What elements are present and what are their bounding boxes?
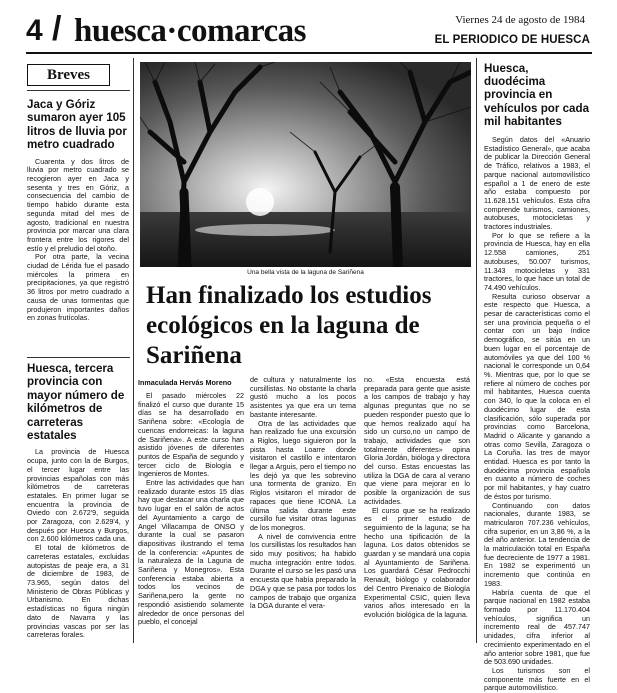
paragraph: El total de kilómetros de carreteras estatales, excluidas autopistas de peaje era, a 31 de diciembre de 1983, de 73.965, según datos del Ministerio de Obras Públicas y Urbanismo. En dichas estadísticas no figura ningún dato de Navarra y las provincias vascas por ser las carreteras forales. <box>27 543 129 640</box>
section-title: huesca·comarcas <box>74 13 307 49</box>
paragraph: Por lo que se refiere a la provincia de Huesca, hay en ella 12.558 camiones, 251 autobuses, 50.007 turismos, 11.343 motocicletas y 331 tractores, lo que hace un total de 74.490 vehículos. <box>484 230 590 292</box>
paragraph: Habría cuenta de que el parque nacional en 1982 estaba formado por 11.170.404 vehículos, significa un incremento real de 457.747 unidades, cifra inferior al crecimiento experimentado en el año anterior sobre 1981, que fue de 503.690 unidades. <box>484 587 590 667</box>
paragraph: El pasado miércoles 22 finalizó el curso que durante 15 días se ha desarrollado en Sariñena sobre: «Ecología de cuencas endorreicas: la laguna de Sariñena». A este curso han asistido jóvenes de diferentes puntos de España de segundo y tercer ciclo de Biología e Ingenieros de Montes. <box>138 391 244 479</box>
breves-headline-1: Jaca y Góriz sumaron ayer 105 litros de lluvia por metro cuadrado <box>27 98 127 152</box>
paragraph: La provincia de Huesca ocupa, junto con la de Burgos, el tercer lugar entre las provincias españolas con más kilómetros de carreteras estatales. En primer lugar se encuentra la provincia de Oviedo con 2.672'9, seguida por Zaragoza, con 2.629'4, y después por Huesca y Burgos, con 2.600 kilómetros cada una. <box>27 447 129 544</box>
main-column-2 <box>250 376 356 611</box>
lagoon-photo <box>140 62 471 267</box>
issue-date: Viernes 24 de agosto de 1984 <box>455 14 585 26</box>
breves-headline-2: Huesca, tercera provincia con mayor número de kilómetros de carreteras estatales <box>27 362 125 443</box>
breves-article-1 <box>27 98 129 323</box>
newspaper-name: EL PERIODICO DE HUESCA <box>434 34 590 46</box>
paragraph: de cultura y naturalmente los cursillistas. No obstante la charla gustó mucho a los pocos asistentes ya que era un tema bastante interesante. <box>250 375 356 419</box>
masthead-rule <box>26 52 592 54</box>
paragraph: Resulta curioso observar a este respecto que Huesca, a pesar de características como el ser una provincia pequeña o el contar con un bajo índice demográfico, se sitúa en un buen lugar en el porcentaje de automóviles ya que del 100 % nacional le corresponde un 0,64 %. Mientras que, por lo que se refiere al número de coches por mil habitantes, Huesca cuenta con 340, lo que la coloca en el duodécimo lugar de esta clasificación, sólo superada por provincias como Barcelona, Madrid o Alicante y ganando a otras como Sevilla, Zaragoza o La Coruña. las tres de mayor entidad. Huesca es por tanto la duodécima provincia española en cuanto a número de coches por mil habitantes, y hay cuatro de éstos por turismo. <box>484 291 590 501</box>
paragraph: no. «Esta encuesta está preparada para gente que asiste a los campos de trabajo y hay algunas preguntas que no se pueden responder puesto que lo que hemos realizado aquí ha sido un curso,no un campo de trabajo, actividades que son totalmente diferentes» opina Gloria Jordán, bióloga y directora del curso. Estas encuestas las utiliza la DGA de cara al verano que viene para mejorar en lo posible la organización de sus actividades. <box>364 375 470 506</box>
column-rule-right <box>476 58 477 643</box>
byline: Inmaculada Hervás Moreno <box>138 378 232 387</box>
breves-rule <box>27 90 130 91</box>
right-body <box>484 136 590 693</box>
breves-label: Breves <box>27 64 110 86</box>
column-rule-left <box>133 58 134 643</box>
paragraph: Según datos del «Anuario Estadístico General», que acaba de publicar la Dirección General de Tráfico, relativos a 1983, el parque nacional automovilístico español a 1 de enero de este año estaba compuesto por 11.628.151 vehículos. Esta cifra comprende turismos, camiones, autobuses, motocicletas y tractores industriales. <box>484 135 590 232</box>
paragraph: Continuando con datos nacionales, durante 1983, se matricularon 707.236 vehículos, cifra superior, en un 3,86 %, a la del año anterior. La tendencia de la matriculación total en España fue decreciente de 1977 a 1981. En 1982 se experimentó un incremento que continúa en 1983. <box>484 500 590 588</box>
paragraph: El curso que se ha realizado es el primer estudio de seguimiento de la laguna; se ha hecho una tipificación de la laguna. Los datos obtenidos se guardan y se mandará una copia al Ayuntamiento de Sariñena. Los guardará César Pedrocchi Renault, biólogo y colaborador del Centro Pirenaico de Biología Experimental CSIC, quien lleva varios años interesado en la evolución biológica de la laguna. <box>364 505 470 619</box>
main-column-1 <box>138 392 244 627</box>
right-headline: Huesca, duodécima provincia en vehículos por cada mil habitantes <box>484 62 590 128</box>
photo-caption: Una bella vista de la laguna de Sariñena <box>247 269 364 276</box>
main-headline: Han finalizado los estudios ecológicos en la laguna de Sariñena <box>146 282 432 369</box>
paragraph: Otra de las actividades que han realizado fue una excursión a Riglos, luego siguieron por la pista hasta Loarre donde visitaron el castillo e intentaron llegar a Arguis, pero el tiempo no les dejó ya que les sobrevino una tormenta de granizo. En Riglos visitaron el mirador de rapaces que tiene ICONA. La última salida durante este cursillo fue visitar otras lagunas de los monegros. <box>250 418 356 532</box>
paragraph: Entre las actividades que han realizado durante estos 15 días hay que destacar una charla que tuvo lugar en el salón de actos del Ayuntamiento a cargo de Angel Villacampa de ONSO y durante la cual se pasaron diapositivas ilustrando el tema de la conferencia: «Apuntes de la naturaleza de la Laguna de Sariñena y Monegros». Esta conferencia estaba abierta a todos los vecinos de Sariñena,pero la gente no respondió asistiendo solamente alrededor de once personas del pueblo, el concejal <box>138 478 244 627</box>
paragraph: Los turismos son el componente más fuerte en el parque automovilístico. <box>484 665 590 693</box>
paragraph: Cuarenta y dos litros de lluvia por metro cuadrado se recogieron ayer en Jaca y sesenta y tres en Góriz, a consecuencia del cambio de tiempo habido durante esta segunda mitad del mes de agosto, tradicional en nuestra provincia por marcar una clara frontera entre los rigores del estío y el preludio del otoño. <box>27 156 129 253</box>
main-column-3 <box>364 376 470 620</box>
masthead-slash: / <box>52 10 62 48</box>
breves-divider <box>27 357 130 358</box>
page-number: 4 <box>26 14 43 47</box>
paragraph: Por otra parte, la vecina ciudad de Lérida fue el pasado miércoles la primera en precipitaciones, ya que registró 36 litros por metro cuadrado a causa de unas tormentas que produjeron importantes daños en zonas frutícolas. <box>27 252 129 323</box>
breves-body-1 <box>27 158 129 323</box>
paragraph: A nivel de convivencia entre los cursillistas los resultados han sido muy positivos; ha habido mucha integración entre todos. Durante el curso se les pasó una encuesta que había preparado la DGA y que se pasa por todos los campos de trabajo que organiza la DGA durante el vera- <box>250 531 356 611</box>
lagoon-photo-image <box>140 62 471 267</box>
breves-body-2 <box>27 448 129 639</box>
breves-article-2 <box>27 362 129 640</box>
right-story <box>484 62 590 693</box>
